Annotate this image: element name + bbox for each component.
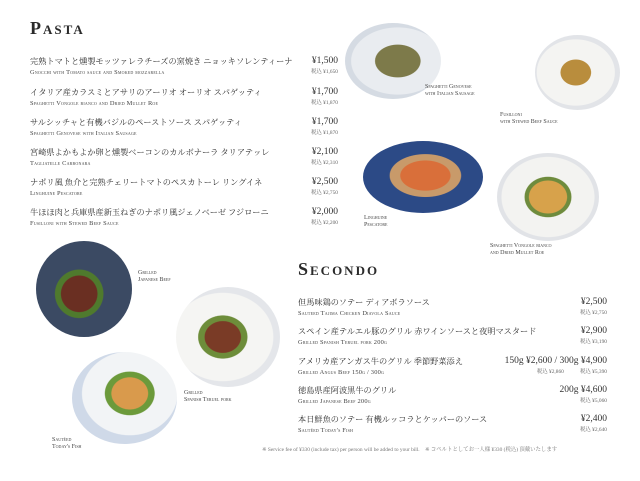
item-name-jp: 徳島県産阿波黒牛のグリル — [298, 386, 397, 395]
item-name-en: Fusilloni with Stewed Beef Sauce — [30, 220, 119, 227]
teruel-caption — [184, 390, 232, 404]
fish-caption — [52, 437, 81, 451]
menu-item — [298, 356, 463, 376]
item-name-jp: 宮崎県よかもよか卵と燻製ベーコンのカルボナーラ タリアテッレ — [30, 148, 270, 157]
item-name-en: Linghuine Pescatore — [30, 190, 83, 197]
caption-line: Grilled — [138, 270, 157, 276]
item-price — [311, 177, 338, 196]
item-name-en: Grilled Japanese Beef 200g — [298, 398, 371, 405]
item-name-jp: 牛ほほ肉と兵庫県産新玉ねぎのナポリ風ジェノベーゼ フジローニ — [30, 208, 269, 217]
price-value: 200g ¥4,600 — [559, 385, 607, 395]
caption-line: Spanish Teruel pork — [184, 397, 232, 403]
caption-line: with Stewed Beef Sauce — [500, 119, 558, 125]
item-price — [311, 87, 338, 106]
price-tax: 税込 ¥2,640 — [580, 427, 607, 433]
price-tax: 税込 ¥1,870 — [311, 130, 338, 136]
price-tax: 税込 ¥1,870 — [311, 100, 338, 106]
footer-note-jp: ※ コペルトとしてお一人様 ¥330 (税込) 頂戴いたします — [425, 447, 558, 453]
secondo-title: Secondo — [298, 259, 380, 279]
item-name-jp: サルシッチャと有機バジルのペーストソース スパゲッティ — [30, 118, 242, 127]
price-tax: 税込 ¥5,060 — [580, 398, 607, 404]
caption-line: and Dried Mullet Roe — [490, 250, 545, 256]
price-value: 150g ¥2,600 / 300g ¥4,900 — [504, 356, 607, 366]
menu-item — [298, 385, 396, 405]
item-price — [311, 56, 338, 75]
item-price — [505, 356, 607, 375]
price-value: ¥2,500 — [580, 297, 607, 307]
item-price — [311, 117, 338, 136]
japanese-beef-dish-photo — [36, 241, 132, 337]
genovese-caption — [425, 84, 475, 98]
item-name-jp: ナポリ風 魚介と完熟チェリートマトのペスカトーレ リングイネ — [30, 178, 263, 187]
price-value: ¥2,000 — [311, 207, 338, 217]
price-tax: 税込 ¥2,750 — [580, 310, 607, 316]
pasta-title: Pasta — [30, 18, 85, 38]
item-price — [580, 297, 607, 316]
item-price — [560, 385, 608, 404]
price-tax: 税込 ¥3,190 — [580, 339, 607, 345]
footer-note — [262, 445, 557, 453]
item-name-jp: 完熟トマトと燻製モッツァレラチーズの窯焼き ニョッキソレンティーナ — [30, 57, 293, 66]
caption-line: Sautéed — [52, 437, 72, 443]
menu-item — [30, 207, 269, 227]
price-tax: 税込 ¥2,860 税込 ¥5,390 — [536, 369, 607, 375]
item-name-jp: イタリア産カラスミとアサリのアーリオ オーリオ スパゲッティ — [30, 88, 262, 97]
teruel-pork-dish-photo — [176, 287, 280, 387]
item-name-en: Tagliatelle Carbonara — [30, 160, 91, 167]
linghuine-dish-photo — [363, 141, 483, 213]
item-name-jp: 本日鮮魚のソテー 有機ルッコラとケッパーのソース — [298, 415, 488, 424]
item-price — [580, 326, 607, 345]
price-value: ¥2,100 — [311, 147, 338, 157]
vongole-dish-photo — [497, 153, 599, 241]
item-price — [311, 207, 338, 226]
fusilloni-caption — [500, 112, 558, 126]
caption-line: Pescatore — [364, 222, 388, 228]
caption-line: Grilled — [184, 390, 203, 396]
item-name-jp: 但馬味鶏のソテー ディアボラソース — [298, 298, 430, 307]
caption-line: with Italian Sausage — [425, 91, 475, 97]
item-price — [311, 147, 338, 166]
menu-item — [298, 326, 536, 346]
price-tax: 税込 ¥2,310 — [311, 160, 338, 166]
menu-item — [30, 117, 242, 137]
fish-dish-photo — [72, 352, 177, 444]
price-tax: 税込 ¥2,750 — [311, 190, 338, 196]
linghuine-caption — [364, 215, 388, 229]
price-tax: 税込 ¥1,650 — [311, 69, 338, 75]
menu-item — [298, 414, 487, 434]
caption-line: Fusilloni — [500, 112, 522, 118]
item-name-jp: アメリカ産アンガス牛のグリル 季節野菜添え — [298, 357, 463, 366]
fusilloni-dish-photo — [535, 35, 620, 110]
menu-item — [30, 147, 270, 167]
caption-line: Japanese Beef — [138, 277, 171, 283]
price-value: ¥1,500 — [311, 56, 338, 66]
price-value: ¥1,700 — [311, 87, 338, 97]
caption-line: Today's Fish — [52, 444, 82, 450]
item-name-en: Sautéed Today's Fish — [298, 427, 354, 434]
item-name-en: Grilled Spanish Teruel pork 200g — [298, 339, 388, 346]
price-tax: 税込 ¥2,200 — [311, 220, 338, 226]
item-name-en: Sauteed Tajima Chicken Diavola Sauce — [298, 310, 401, 317]
price-value: ¥2,400 — [580, 414, 607, 424]
item-name-en: Gnocchi with Tomato sauce and Smoked mozzarella — [30, 69, 165, 76]
item-name-en: Spaghetti Genovese with Italian Sausage — [30, 130, 137, 137]
item-name-en: Spaghetti Vongole bianco and Dried Mullet Roe — [30, 100, 159, 107]
item-name-en: Grilled Angus Beef 150g / 300g — [298, 369, 385, 376]
item-price — [580, 414, 607, 433]
caption-line: Spaghetti Vongole bianco — [490, 243, 552, 249]
menu-item — [30, 177, 262, 197]
japanese-beef-caption — [138, 270, 171, 284]
item-name-jp: スペイン産テルエル豚のグリル 赤ワインソースと夜明マスタード — [298, 327, 537, 336]
price-value: ¥2,900 — [580, 326, 607, 336]
price-value: ¥1,700 — [311, 117, 338, 127]
vongole-caption — [490, 243, 552, 257]
menu-item — [298, 297, 430, 317]
caption-line: Spaghetti Genovese — [425, 84, 472, 90]
price-value: ¥2,500 — [311, 177, 338, 187]
menu-item — [30, 87, 262, 107]
caption-line: Linghuine — [364, 215, 388, 221]
footer-note-en: ※ Service fee of ¥330 (include tax) per person will be added to your bill. — [262, 447, 420, 453]
menu-item — [30, 56, 292, 76]
